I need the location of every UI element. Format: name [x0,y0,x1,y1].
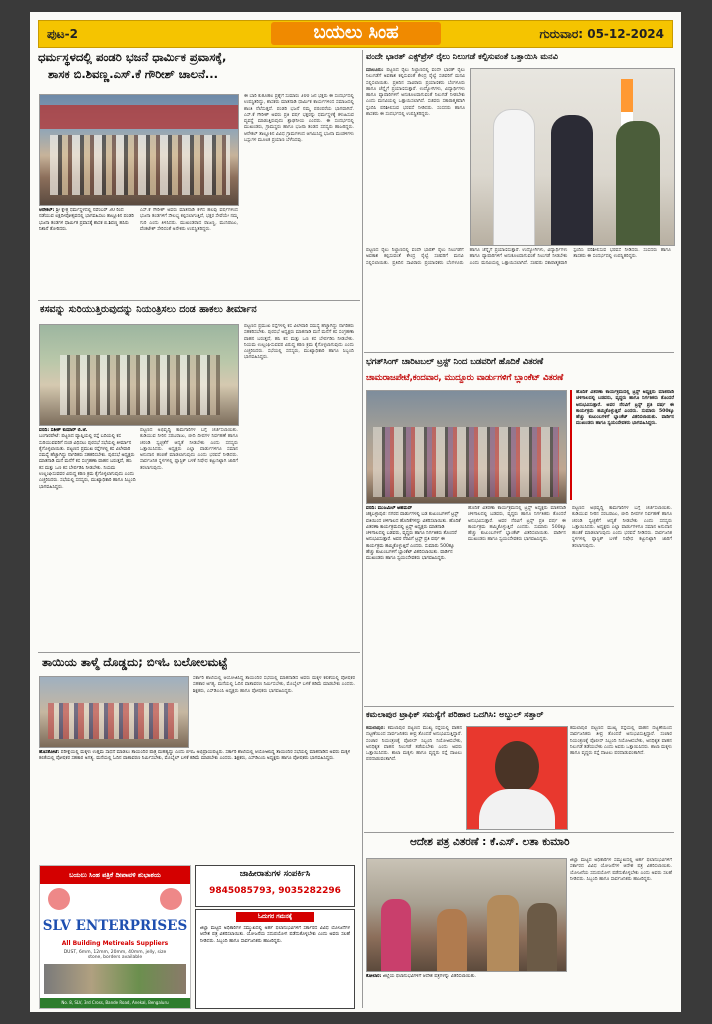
newspaper-page [30,12,681,1012]
order-body-right: ಜಿಲ್ಲಾ ಮಟ್ಟದ ಅಧಿಕಾರಿಗಳ ಸಮ್ಮುಖದಲ್ಲಿ ಅರ್ಹ ಫಲಾನುಭವಿಗಳಿಗೆ ಸರ್ಕಾರದ ವಿವಿಧ ಯೋಜನೆಗಳ ಆದೇಶ ಪತ್ರ ವಿತರಿಸಲಾಯಿತು. ಯೋಜನೆಯ ಸದುಪಯೋಗ ಪಡೆದುಕೊಳ್ಳಬೇಕು ಎಂದು ಅವರು ಸಲಹೆ ನೀಡಿದರು. ಸಿಬ್ಬಂದಿ ಹಾಗೂ ಸಾರ್ವಜನಿಕರು ಹಾಜರಿದ್ದರು. [570,858,672,882]
lead: ಕಮಲಾಪುರ: [366,726,386,731]
divider [364,352,674,353]
issue-date: ಗುರುವಾರ: 05-12-2024 [539,27,664,41]
ad-company-name: SLV ENTERPRISES [42,918,188,934]
blanket-body-extra: ಹೊದಿಕೆ ವಿತರಣಾ ಕಾರ್ಯಕ್ರಮದಲ್ಲಿ ಟ್ರಸ್ಟ್ ಅಧ್ಯಕ್ಷರು ಮಾತನಾಡಿ ಚಳಿಗಾಲದಲ್ಲಿ ಬಡವರು, ವೃದ್ಧರು ಹಾಗೂ ನಿರ್ಗತಿಕರು ತೊಂದರೆ ಅನುಭವಿಸುತ್ತಾರೆ. ಅವರ ನೆರವಿಗೆ ಟ್ರಸ್ಟ್ ಪ್ರತಿ ವರ್ಷ ಈ ಕಾರ್ಯಕ್ರಮ ಹಮ್ಮಿಕೊಳ್ಳುತ್ತಿದೆ ಎಂದರು. ಸುಮಾರು 500ಕ್ಕೂ ಹೆಚ್ಚು ಕುಟುಂಬಗಳಿಗೆ ಬ್ಲಾಂಕೆಟ್ ವಿತರಿಸಲಾಯಿತು. ವಾರ್ಡಿನ ಮುಖಂಡರು ಹಾಗೂ ಸ್ವಯಂಸೇವಕರು ಭಾಗವಹಿಸಿದ್ದರು. [366,518,461,562]
caption-lead: ಆನೇಕಲ್: [39,208,55,213]
caption-text: ಬಂಗಾರಪೇಟೆ: ಪಟ್ಟಣದ ವ್ಯಾಪ್ತಿಯಲ್ಲಿ ರಸ್ತೆ ಬದಿಯಲ್ಲಿ ಕಸ ಸುರಿಯುವವರಿಗೆ ದಂಡ ವಿಧಿಸಲು ಪುರಸಭೆ ಸಭೆಯಲ್ಲಿ ತೀರ್ಮಾನ ಕೈಗೊಳ್ಳಲಾಯಿತು. [39,434,132,452]
divider [364,706,674,707]
newspaper-title: ಬಯಲು ಸಿಂಹ [271,22,441,45]
ad-address: No. 8, SLV, 3rd Cross, Bande Road, Anekal, Bengaluru [40,998,190,1008]
garbage-meeting-photo [39,324,239,426]
divider [364,832,674,833]
headline-mother-patience: ತಾಯಿಯ ತಾಳ್ಮೆ ದೊಡ್ಡದು; ಬಿಇಓ ಬಲೋಲಮಟ್ಟೆ [42,655,228,669]
caption-lead: ಹೊಸಕೋಟೆ: [39,750,60,755]
caption-lead: ವರದಿ: ಸತೀಶ್ ಕುಮಾರ್ ಬಿ.ಜೆ. [39,428,88,433]
traffic-body-left [366,726,462,828]
blanket-distribution-photo [366,390,567,504]
garbage-caption [39,428,137,618]
blanket-body-mid: ಹೊದಿಕೆ ವಿತರಣಾ ಕಾರ್ಯಕ್ರಮದಲ್ಲಿ ಟ್ರಸ್ಟ್ ಅಧ್ಯಕ್ಷರು ಮಾತನಾಡಿ ಚಳಿಗಾಲದಲ್ಲಿ ಬಡವರು, ವೃದ್ಧರು ಹಾಗೂ ನಿರ್ಗತಿಕರು ತೊಂದರೆ ಅನುಭವಿಸುತ್ತಾರೆ. ಅವರ ನೆರವಿಗೆ ಟ್ರಸ್ಟ್ ಪ್ರತಿ ವರ್ಷ ಈ ಕಾರ್ಯಕ್ರಮ ಹಮ್ಮಿಕೊಳ್ಳುತ್ತಿದೆ ಎಂದರು. ಸುಮಾರು 500ಕ್ಕೂ ಹೆಚ್ಚು ಕುಟುಂಬಗಳಿಗೆ ಬ್ಲಾಂಕೆಟ್ ವಿತರಿಸಲಾಯಿತು. ವಾರ್ಡಿನ ಮುಖಂಡರು ಹಾಗೂ ಸ್ವಯಂಸೇವಕರು ಭಾಗವಹಿಸಿದ್ದರು. [468,506,566,543]
column-divider [362,50,363,1008]
blanket-body-right: ಪಟ್ಟಣದ ಅಭಿವೃದ್ಧಿ ಕಾಮಗಾರಿಗಳ ಬಗ್ಗೆ ಚರ್ಚಿಸಲಾಯಿತು. ಕುಡಿಯುವ ನೀರಿನ ಸರಬರಾಜು, ಬೀದಿ ದೀಪಗಳ ನಿರ್ವಹಣೆ ಹಾಗೂ ಚರಂಡಿ ಸ್ವಚ್ಛತೆಗೆ ಆದ್ಯತೆ ನೀಡಬೇಕು ಎಂದು ಸದಸ್ಯರು ಒತ್ತಾಯಿಸಿದರು. ಅಧ್ಯಕ್ಷರು ಎಲ್ಲಾ ವಾರ್ಡುಗಳಿಗೂ ಸಮಾನ ಅನುದಾನ ಹಂಚಿಕೆ ಮಾಡಲಾಗುವುದು ಎಂದು ಭರವಸೆ ನೀಡಿದರು. ಸಾರ್ವಜನಿಕ ಸ್ಥಳಗಳಲ್ಲಿ ಪ್ಲಾಸ್ಟಿಕ್ ಬಳಕೆ ನಿಷೇಧ ಕಟ್ಟುನಿಟ್ಟಾಗಿ ಜಾರಿಗೆ ತರಲಾಗುವುದು. [572,506,672,549]
ad-contact-title: ಜಾಹೀರಾತುಗಳ ಸಂಪರ್ಕಿಸಿ [239,869,311,879]
dharmasthala-caption [39,208,137,294]
vande-bharat-body-cont: ಪಟ್ಟಣದ ರೈಲು ನಿಲ್ದಾಣದಲ್ಲಿ ವಂದೇ ಭಾರತ್ ರೈಲು ನಿಲುಗಡೆಗೆ ಅವಕಾಶ ಕಲ್ಪಿಸುವಂತೆ ಕೇಂದ್ರ ರೈಲ್ವೆ ಸಚಿವರಿಗೆ ಮನವಿ ಸಲ್ಲಿಸಲಾಯಿತು. ಪ್ರತಿದಿನ ಸಾವಿರಾರು ಪ್ರಯಾಣಿಕರು ಬೆಂಗಳೂರು ಹಾಗೂ ಚೆನ್ನೈಗೆ ಪ್ರಯಾಣಿಸುತ್ತಾರೆ. ಉದ್ಯೋಗಿಗಳು, ವಿದ್ಯಾರ್ಥಿಗಳು ಹಾಗೂ ವ್ಯಾಪಾರಿಗಳಿಗೆ ಅನುಕೂಲವಾಗುವಂತೆ ನಿಲುಗಡೆ ನೀಡಬೇಕು ಎಂದು ಮನವಿಯಲ್ಲಿ ಒತ್ತಾಯಿಸಲಾಗಿದೆ. ಸಚಿವರು ಸಕಾರಾತ್ಮಕವಾಗಿ ಸ್ಪಂದಿಸಿ ಪರಿಶೀಲಿಸುವ ಭರವಸೆ ನೀಡಿದರು. ಸಂಸದರು ಹಾಗೂ ಶಾಸಕರು ಈ ಸಂದರ್ಭದಲ್ಲಿ ಉಪಸ್ಥಿತರಿದ್ದರು. [366,248,671,266]
headline-dharmasthala-2: ಶಾಸಕ ಬಿ.ಶಿವಣ್ಣ.ಎಸ್.ಕೆ ಗೌರೀಶ್ ಚಾಲನೆ... [48,67,219,81]
page-number: ಪುಟ-2 [47,27,78,41]
readers-notice-box [195,909,355,1009]
garbage-body-mid: ಪಟ್ಟಣದ ಅಭಿವೃದ್ಧಿ ಕಾಮಗಾರಿಗಳ ಬಗ್ಗೆ ಚರ್ಚಿಸಲಾಯಿತು. ಕುಡಿಯುವ ನೀರಿನ ಸರಬರಾಜು, ಬೀದಿ ದೀಪಗಳ ನಿರ್ವಹಣೆ ಹಾಗೂ ಚರಂಡಿ ಸ್ವಚ್ಛತೆಗೆ ಆದ್ಯತೆ ನೀಡಬೇಕು ಎಂದು ಸದಸ್ಯರು ಒತ್ತಾಯಿಸಿದರು. ಅಧ್ಯಕ್ಷರು ಎಲ್ಲಾ ವಾರ್ಡುಗಳಿಗೂ ಸಮಾನ ಅನುದಾನ ಹಂಚಿಕೆ ಮಾಡಲಾಗುವುದು ಎಂದು ಭರವಸೆ ನೀಡಿದರು. ಸಾರ್ವಜನಿಕ ಸ್ಥಳಗಳಲ್ಲಿ ಪ್ಲಾಸ್ಟಿಕ್ ಬಳಕೆ ನಿಷೇಧ ಕಟ್ಟುನಿಟ್ಟಾಗಿ ಜಾರಿಗೆ ತರಲಾಗುವುದು. [140,428,238,471]
notice-text: ಜಿಲ್ಲಾ ಮಟ್ಟದ ಅಧಿಕಾರಿಗಳ ಸಮ್ಮುಖದಲ್ಲಿ ಅರ್ಹ ಫಲಾನುಭವಿಗಳಿಗೆ ಸರ್ಕಾರದ ವಿವಿಧ ಯೋಜನೆಗಳ ಆದೇಶ ಪತ್ರ ವಿತರಿಸಲಾಯಿತು. ಯೋಜನೆಯ ಸದುಪಯೋಗ ಪಡೆದುಕೊಳ್ಳಬೇಕು ಎಂದು ಅವರು ಸಲಹೆ ನೀಡಿದರು. ಸಿಬ್ಬಂದಿ ಹಾಗೂ ಸಾರ್ವಜನಿಕರು ಹಾಜರಿದ್ದರು. [200,926,350,944]
notice-title: ಓದುಗರ ಗಮನಕ್ಕೆ [236,912,314,922]
caption-text: ಶ್ರೀ ಕ್ಷೇತ್ರ ಧರ್ಮಸ್ಥಳದಲ್ಲಿ ನವೆಂಬರ್ 30 ರಿಂದ ನಡೆಯುವ ಲಕ್ಷದೀಪೋತ್ಸವದಲ್ಲಿ ಭಾಗವಹಿಸಲು ತಾಲ್ಲೂಕಿನ ಪಂಡರಿ ಭಜನಾ ತಂಡಗಳ ಧಾರ್ಮಿಕ ಪ್ರವಾಸಕ್ಕೆ ಶಾಸಕ ಬಿ.ಶಿವಣ್ಣ ಹಸಿರು ನಿಶಾನೆ ತೋರಿದರು. [39,208,134,232]
dharmasthala-body-mid: ಎಸ್.ಕೆ ಗೌರೀಶ್ ಅವರು ಮಾತನಾಡಿ ಕಳೆದ ಹಲವು ವರ್ಷಗಳಿಂದ ಭಜನಾ ತಂಡಗಳಿಗೆ ಸೌಲಭ್ಯ ಕಲ್ಪಿಸಲಾಗುತ್ತಿದೆ, ಭಕ್ತರ ಸೇವೆಯೇ ನಮ್ಮ ಗುರಿ ಎಂದು ತಿಳಿಸಿದರು. ಮುಖಂಡರಾದ ರಾಜಣ್ಣ, ಮುನಿರಾಜು, ವೆಂಕಟೇಶ್ ಸೇರಿದಂತೆ ಅನೇಕರು ಉಪಸ್ಥಿತರಿದ್ದರು. [140,208,238,232]
caption-text: ಪರೀಕ್ಷೆಯಲ್ಲಿ ಮಕ್ಕಳು ಉತ್ತಮ ಸಾಧನೆ ಮಾಡಲು ತಾಯಂದಿರ ಪಾತ್ರ ಮಹತ್ವದ್ದು ಎಂದು ಬಿಇಓ ಅಭಿಪ್ರಾಯಪಟ್ಟರು. [60,750,225,755]
body-text: ಪಟ್ಟಣದ ರೈಲು ನಿಲ್ದಾಣದಲ್ಲಿ ವಂದೇ ಭಾರತ್ ರೈಲು ನಿಲುಗಡೆಗೆ ಅವಕಾಶ ಕಲ್ಪಿಸುವಂತೆ ಕೇಂದ್ರ ರೈಲ್ವೆ ಸಚಿವರಿಗೆ ಮನವಿ ಸಲ್ಲಿಸಲಾಯಿತು. ಪ್ರತಿದಿನ ಸಾವಿರಾರು ಪ್ರಯಾಣಿಕರು ಬೆಂಗಳೂರು ಹಾಗೂ ಚೆನ್ನೈಗೆ ಪ್ರಯಾಣಿಸುತ್ತಾರೆ. ಉದ್ಯೋಗಿಗಳು, ವಿದ್ಯಾರ್ಥಿಗಳು ಹಾಗೂ ವ್ಯಾಪಾರಿಗಳಿಗೆ ಅನುಕೂಲವಾಗುವಂತೆ ನಿಲುಗಡೆ ನೀಡಬೇಕು ಎಂದು ಮನವಿಯಲ್ಲಿ ಒತ್ತಾಯಿಸಲಾಗಿದೆ. ಸಚಿವರು ಸಕಾರಾತ್ಮಕವಾಗಿ ಸ್ಪಂದಿಸಿ ಪರಿಶೀಲಿಸುವ ಭರವಸೆ ನೀಡಿದರು. ಸಂಸದರು ಹಾಗೂ ಶಾಸಕರು ಈ ಸಂದರ್ಭದಲ್ಲಿ ಉಪಸ್ಥಿತರಿದ್ದರು. [366,68,465,118]
caption-lead: ಕೋಲಾರ: [366,974,382,979]
ad-contact-box [195,865,355,907]
ad-contact-phone: 9845085793, 9035282296 [209,886,341,896]
owner-photo-icon [48,888,70,910]
headline-kamalapur-traffic: ಕಮಲಾಪುರ ಟ್ರಾಫಿಕ್ ಸಮಸ್ಯೆಗೆ ಪರಿಹಾರ ಒದಗಿಸಿ: ಅಬ್ದುಲ್ ಸತ್ತಾರ್ [366,709,544,719]
divider [38,300,360,301]
mother-body-extra: ಸರ್ಕಾರಿ ಶಾಲೆಯಲ್ಲಿ ಆಯೋಜಿಸಿದ್ದ ತಾಯಂದಿರ ಸಭೆಯಲ್ಲಿ ಮಾತನಾಡಿದ ಅವರು ಮಕ್ಕಳ ಕಲಿಕೆಯಲ್ಲಿ ಪೋಷಕರ ಸಹಕಾರ ಅಗತ್ಯ. ಮನೆಯಲ್ಲಿ ಓದಿನ ವಾತಾವರಣ ನಿರ್ಮಿಸಬೇಕು, ಮೊಬೈಲ್ ಬಳಕೆ ಕಡಿಮೆ ಮಾಡಬೇಕು ಎಂದರು. ಶಿಕ್ಷಕರು, ಎಸ್‌ಡಿಎಂಸಿ ಅಧ್ಯಕ್ಷರು ಹಾಗೂ ಪೋಷಕರು ಭಾಗವಹಿಸಿದ್ದರು. [39,750,351,762]
headline-blanket-wards: ಚಾಮರಾಜಪೇಟೆ,ಕಂದವಾರ, ಮುದ್ದೂರು ವಾರ್ಡುಗಳಿಗೆ ಬ್ಲಾಂಕೆಟ್ ವಿತರಣೆ [366,372,564,382]
ad-tagline: All Building Metireals Suppliers [61,940,169,947]
garbage-body-right: ಪಟ್ಟಣದ ಪ್ರಮುಖ ರಸ್ತೆಗಳಲ್ಲಿ ಕಸ ವಿಲೇವಾರಿ ಸಮಸ್ಯೆ ಹೆಚ್ಚಾಗಿದ್ದು ನಾಗರಿಕರು ಸಹಕರಿಸಬೇಕು. ಪುರಸಭೆ ಅಧ್ಯಕ್ಷರು ಮಾತನಾಡಿ ಮನೆ ಮನೆಗೆ ಕಸ ಸಂಗ್ರಹಣಾ ವಾಹನ ಬರುತ್ತದೆ, ಹಸಿ ಕಸ ಮತ್ತು ಒಣ ಕಸ ಬೇರ್ಪಡಿಸಿ ನೀಡಬೇಕು. ನಿಯಮ ಉಲ್ಲಂಘಿಸುವವರ ವಿರುದ್ಧ ಕಠಿಣ ಕ್ರಮ ಕೈಗೊಳ್ಳಲಾಗುವುದು ಎಂದು ಎಚ್ಚರಿಸಿದರು. ಸಭೆಯಲ್ಲಿ ಸದಸ್ಯರು, ಮುಖ್ಯಾಧಿಕಾರಿ ಹಾಗೂ ಸಿಬ್ಬಂದಿ ಭಾಗವಹಿಸಿದ್ದರು. [244,324,354,361]
headline-dharmasthala-1: ಧರ್ಮಸ್ಥಳದಲ್ಲಿ ಪಂಡರಿ ಭಜನೆ ಧಾರ್ಮಿಕ ಪ್ರವಾಸಕ್ಕೆ, [38,50,227,64]
headline-bhagat-singh-trust: ಭಗತ್‌ಸಿಂಗ್ ಚಾರಿಟಬಲ್ ಟ್ರಸ್ಟ್ ನಿಂದ ಬಡವರಿಗೆ ಹೊದಿಕೆ ವಿತರಣೆ [366,356,544,366]
mothers-meeting-photo [39,676,189,748]
vande-bharat-photo [470,68,675,246]
caption-text: ಜಿಲ್ಲೆಯ ಫಲಾನುಭವಿಗಳಿಗೆ ಆದೇಶ ಪತ್ರಗಳನ್ನು ವಿತರಿಸಲಾಯಿತು. [382,974,477,979]
body-text: ಕಮಲಾಪುರ ಪಟ್ಟಣದ ಮುಖ್ಯ ರಸ್ತೆಯಲ್ಲಿ ವಾಹನ ದಟ್ಟಣೆಯಿಂದ ಸಾರ್ವಜನಿಕರು ತೀವ್ರ ತೊಂದರೆ ಅನುಭವಿಸುತ್ತಿದ್ದಾರೆ. ಸಂಚಾರ ನಿಯಂತ್ರಣಕ್ಕೆ ಪೊಲೀಸ್ ಸಿಬ್ಬಂದಿ ನಿಯೋಜಿಸಬೇಕು, ಅನಧಿಕೃತ ವಾಹನ ನಿಲುಗಡೆ ತಡೆಯಬೇಕು ಎಂದು ಅವರು ಒತ್ತಾಯಿಸಿದರು. ಶಾಲಾ ಮಕ್ಕಳು ಹಾಗೂ ವೃದ್ಧರು ರಸ್ತೆ ದಾಟಲು ಪರದಾಡುವಂತಾಗಿದೆ. [366,726,462,763]
order-distribution-photo [366,858,567,972]
dharmasthala-body-right: ಈ ಬಾರಿ ಕುತೂಹಲ ಪ್ರಶ್ನೆಗೆ ಸುಮಾರು 300 ಜನ ಭಕ್ತರು ಈ ಸಂದರ್ಭದಲ್ಲಿ ಉಪಸ್ಥಿತರಿದ್ದು, ಶಾಸಕರು ಮಾತನಾಡಿ ಧಾರ್ಮಿಕ ಕಾರ್ಯಗಳಿಂದ ಸಮಾಜದಲ್ಲಿ ಶಾಂತಿ ನೆಲೆಸುತ್ತದೆ. ಪಂಡರಿ ಭಜನೆ ನಮ್ಮ ಪರಂಪರೆಯ ಭಾಗವಾಗಿದೆ. ಎಸ್.ಕೆ ಗೌರೀಶ್ ಅವರು ಪ್ರತಿ ವರ್ಷ ಭಕ್ತರನ್ನು ಧರ್ಮಸ್ಥಳಕ್ಕೆ ಕಳುಹಿಸುವ ವ್ಯವಸ್ಥೆ ಮಾಡುತ್ತಿರುವುದು ಶ್ಲಾಘನೀಯ ಎಂದರು. ಈ ಸಂದರ್ಭದಲ್ಲಿ ಮುಖಂಡರು, ಗ್ರಾಮಸ್ಥರು ಹಾಗೂ ಭಜನಾ ತಂಡದ ಸದಸ್ಯರು ಹಾಜರಿದ್ದರು. ಆನೇಕಲ್ ತಾಲ್ಲೂಕಿನ ವಿವಿಧ ಗ್ರಾಮಗಳಿಂದ ಆಗಮಿಸಿದ್ದ ಭಜನಾ ಮಂಡಳಿಗಳು ಬಸ್ಸುಗಳ ಮೂಲಕ ಪ್ರಯಾಣ ಬೆಳೆಸಿದವು. [244,94,354,144]
blanket-caption [366,506,464,704]
traffic-body-right: ಕಮಲಾಪುರ ಪಟ್ಟಣದ ಮುಖ್ಯ ರಸ್ತೆಯಲ್ಲಿ ವಾಹನ ದಟ್ಟಣೆಯಿಂದ ಸಾರ್ವಜನಿಕರು ತೀವ್ರ ತೊಂದರೆ ಅನುಭವಿಸುತ್ತಿದ್ದಾರೆ. ಸಂಚಾರ ನಿಯಂತ್ರಣಕ್ಕೆ ಪೊಲೀಸ್ ಸಿಬ್ಬಂದಿ ನಿಯೋಜಿಸಬೇಕು, ಅನಧಿಕೃತ ವಾಹನ ನಿಲುಗಡೆ ತಡೆಯಬೇಕು ಎಂದು ಅವರು ಒತ್ತಾಯಿಸಿದರು. ಶಾಲಾ ಮಕ್ಕಳು ಹಾಗೂ ವೃದ್ಧರು ರಸ್ತೆ ದಾಟಲು ಪರದಾಡುವಂತಾಗಿದೆ. [570,726,672,757]
lead: ಮಾಲೂರು: [366,68,384,73]
ad-materials-image [44,964,186,994]
ad-materials-list: DUST, 6mm, 12mm, 20mm, 40mm, jelly, size stone, borders available [63,950,167,960]
blanket-highlight-text: ಹೊದಿಕೆ ವಿತರಣಾ ಕಾರ್ಯಕ್ರಮದಲ್ಲಿ ಟ್ರಸ್ಟ್ ಅಧ್ಯಕ್ಷರು ಮಾತನಾಡಿ ಚಳಿಗಾಲದಲ್ಲಿ ಬಡವರು, ವೃದ್ಧರು ಹಾಗೂ ನಿರ್ಗತಿಕರು ತೊಂದರೆ ಅನುಭವಿಸುತ್ತಾರೆ. ಅವರ ನೆರವಿಗೆ ಟ್ರಸ್ಟ್ ಪ್ರತಿ ವರ್ಷ ಈ ಕಾರ್ಯಕ್ರಮ ಹಮ್ಮಿಕೊಳ್ಳುತ್ತಿದೆ ಎಂದರು. ಸುಮಾರು 500ಕ್ಕೂ ಹೆಚ್ಚು ಕುಟುಂಬಗಳಿಗೆ ಬ್ಲಾಂಕೆಟ್ ವಿತರಿಸಲಾಯಿತು. ವಾರ್ಡಿನ ಮುಖಂಡರು ಹಾಗೂ ಸ್ವಯಂಸೇವಕರು ಭಾಗವಹಿಸಿದ್ದರು. [576,390,674,427]
order-caption [366,974,565,1008]
mother-body-right: ಸರ್ಕಾರಿ ಶಾಲೆಯಲ್ಲಿ ಆಯೋಜಿಸಿದ್ದ ತಾಯಂದಿರ ಸಭೆಯಲ್ಲಿ ಮಾತನಾಡಿದ ಅವರು ಮಕ್ಕಳ ಕಲಿಕೆಯಲ್ಲಿ ಪೋಷಕರ ಸಹಕಾರ ಅಗತ್ಯ. ಮನೆಯಲ್ಲಿ ಓದಿನ ವಾತಾವರಣ ನಿರ್ಮಿಸಬೇಕು, ಮೊಬೈಲ್ ಬಳಕೆ ಕಡಿಮೆ ಮಾಡಬೇಕು ಎಂದರು. ಶಿಕ್ಷಕರು, ಎಸ್‌ಡಿಎಂಸಿ ಅಧ್ಯಕ್ಷರು ಹಾಗೂ ಪೋಷಕರು ಭಾಗವಹಿಸಿದ್ದರು. [193,676,355,694]
vande-bharat-body [366,68,465,244]
masthead [38,20,673,48]
headline-order-distribution: ಆದೇಶ ಪತ್ರ ವಿತರಣೆ : ಕೆ.ಎಸ್. ಲತಾ ಕುಮಾರಿ [410,836,570,848]
abdul-sattar-portrait [466,726,568,830]
mother-caption [39,750,355,810]
headline-vande-bharat: ವಂದೇ ಭಾರತ್ ಎಕ್ಸ್‌ಪ್ರೆಸ್ ರೈಲು ನಿಲುಗಡೆ ಕಲ್ಪಿಸುವಂತೆ ಒತ್ತಾಯಿಸಿ ಮನವಿ [366,51,559,61]
caption-text: ಚಿಕ್ಕಬಳ್ಳಾಪುರ: ನಗರದ ವಾರ್ಡುಗಳಲ್ಲಿ ಬಡ ಕುಟುಂಬಗಳಿಗೆ ಟ್ರಸ್ಟ್ ವತಿಯಿಂದ ಚಳಿಗಾಲದ ಹೊದಿಕೆಗಳನ್ನು ವಿತರಿಸಲಾಯಿತು. [366,512,459,524]
ad-top-banner: ಬಯಲು ಸಿಂಹ ಪತ್ರಿಕೆ ದೀಪಾವಳಿ ಶುಭಾಶಯ [40,866,190,884]
headline-garbage-fine: ಕಸವನ್ನು ಸುರಿಯುತ್ತಿರುವುದನ್ನು ನಿಯಂತ್ರಿಸಲು ದಂಡ ಹಾಕಲು ತೀರ್ಮಾನ [40,304,257,315]
garbage-body-extra: ಪಟ್ಟಣದ ಪ್ರಮುಖ ರಸ್ತೆಗಳಲ್ಲಿ ಕಸ ವಿಲೇವಾರಿ ಸಮಸ್ಯೆ ಹೆಚ್ಚಾಗಿದ್ದು ನಾಗರಿಕರು ಸಹಕರಿಸಬೇಕು. ಪುರಸಭೆ ಅಧ್ಯಕ್ಷರು ಮಾತನಾಡಿ ಮನೆ ಮನೆಗೆ ಕಸ ಸಂಗ್ರಹಣಾ ವಾಹನ ಬರುತ್ತದೆ, ಹಸಿ ಕಸ ಮತ್ತು ಒಣ ಕಸ ಬೇರ್ಪಡಿಸಿ ನೀಡಬೇಕು. ನಿಯಮ ಉಲ್ಲಂಘಿಸುವವರ ವಿರುದ್ಧ ಕಠಿಣ ಕ್ರಮ ಕೈಗೊಳ್ಳಲಾಗುವುದು ಎಂದು ಎಚ್ಚರಿಸಿದರು. ಸಭೆಯಲ್ಲಿ ಸದಸ್ಯರು, ಮುಖ್ಯಾಧಿಕಾರಿ ಹಾಗೂ ಸಿಬ್ಬಂದಿ ಭಾಗವಹಿಸಿದ್ದರು. [39,446,136,490]
divider [38,652,360,653]
owner-photo-icon [160,888,182,910]
blanket-highlight-box [570,390,676,500]
dharmasthala-group-photo [39,94,239,206]
caption-lead: ವರದಿ: ಮುಜಮಿಲ್ ಅಹಮದ್ [366,506,413,511]
slv-enterprises-ad [39,865,191,1009]
